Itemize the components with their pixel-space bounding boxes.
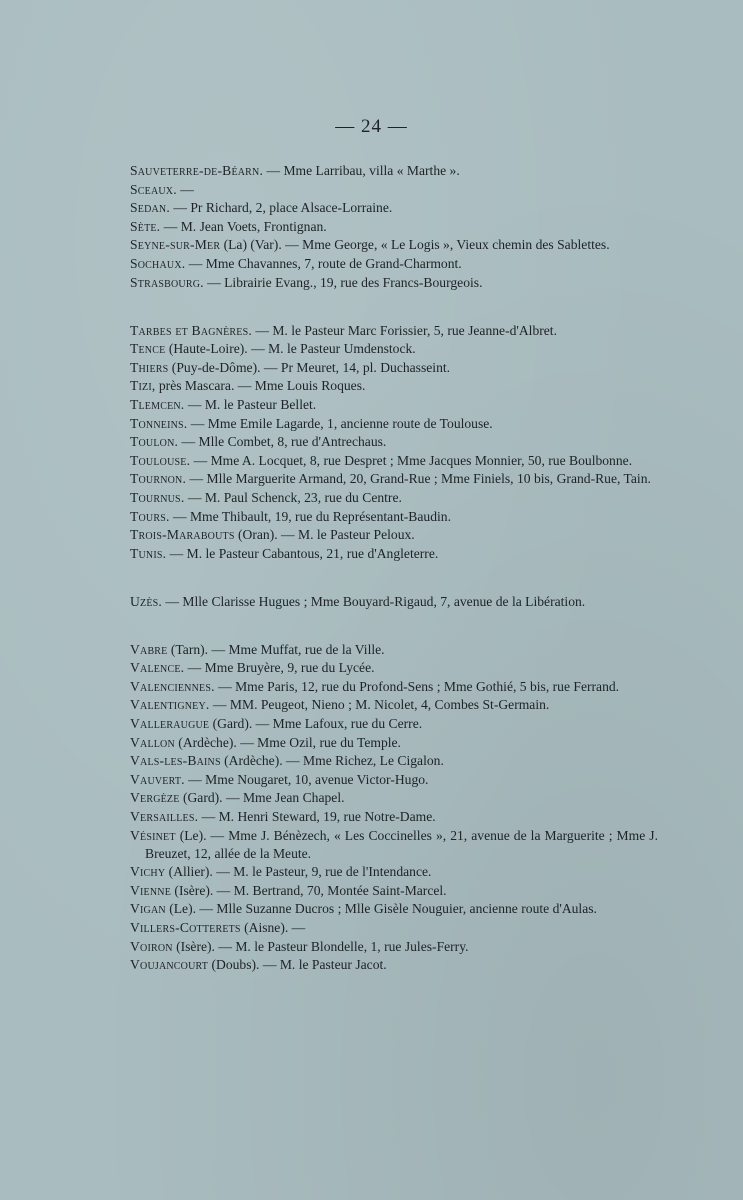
entry-details: (Gard). — Mme Jean Chapel. xyxy=(179,790,345,806)
entry-place: Valenciennes. xyxy=(130,678,215,694)
directory-entry xyxy=(130,659,658,677)
entry-details: — Mme Paris, 12, rue du Profond-Sens ; Mme Gothié, 5 bis, rue Ferrand. xyxy=(214,678,620,694)
entry-details: (Tarn). — Mme Muffat, rue de la Ville. xyxy=(167,641,385,657)
entry-place: Voiron xyxy=(130,938,173,954)
entry-place: Tournus. xyxy=(130,489,185,505)
directory-entry xyxy=(130,734,658,752)
entry-details: — MM. Peugeot, Nieno ; M. Nicolet, 4, Combes St-Germain. xyxy=(209,697,550,713)
entry-details: — M. Paul Schenck, 23, rue du Centre. xyxy=(184,489,402,505)
entry-details: — M. le Pasteur Cabantous, 21, rue d'Angleterre. xyxy=(166,545,439,561)
entry-details: (Isère). — M. le Pasteur Blondelle, 1, rue Jules-Ferry. xyxy=(172,938,469,954)
directory-entry xyxy=(130,415,658,433)
entry-details: — Mlle Marguerite Armand, 20, Grand-Rue ; Mme Finiels, 10 bis, Grand-Rue, Tain. xyxy=(186,471,651,487)
entry-place: Vauvert. xyxy=(130,771,185,787)
entry-place: Villers-Cotterets xyxy=(130,920,241,935)
entry-place: Tours. xyxy=(130,508,170,524)
entry-place: Sète. xyxy=(130,218,161,234)
directory-entry xyxy=(130,863,658,881)
directory-entry xyxy=(130,882,658,900)
directory-entry xyxy=(130,470,658,488)
entry-place: Tizi, xyxy=(130,378,156,394)
entry-place: Vergèze xyxy=(130,790,180,806)
entry-place: Tonneins. xyxy=(130,415,188,431)
entry-details: (Allier). — M. le Pasteur, 9, rue de l'Intendance. xyxy=(165,864,432,880)
entry-place: Sochaux. xyxy=(130,255,186,271)
entry-place: Vals-les-Bains xyxy=(130,753,221,769)
entry-place: Vallon xyxy=(130,734,175,750)
directory-entry xyxy=(130,545,658,563)
directory-entry xyxy=(130,956,658,974)
entry-details: (Haute-Loire). — M. le Pasteur Umdenstock. xyxy=(165,341,416,357)
entry-details: — M. Jean Voets, Frontignan. xyxy=(160,218,327,234)
entry-details: (Le). — Mme J. Bénèzech, « Les Coccinelles », 21, avenue de la Marguerite ; Mme J. Breuzet, 12, allée de la Meute. xyxy=(145,827,658,861)
directory-entry xyxy=(130,340,658,358)
entry-details: près Mascara. — Mme Louis Roques. xyxy=(155,378,366,394)
directory-entry xyxy=(130,593,658,611)
directory-entry xyxy=(130,452,658,470)
directory-entry xyxy=(130,696,658,714)
directory-entry xyxy=(130,218,658,236)
entry-details: — M. Henri Steward, 19, rue Notre-Dame. xyxy=(198,809,436,825)
entry-place: Toulouse. xyxy=(130,452,191,468)
directory-entry xyxy=(130,752,658,770)
directory-entry xyxy=(130,641,658,659)
entry-details: (Ardèche). — Mme Richez, Le Cigalon. xyxy=(220,753,444,769)
entry-details: — xyxy=(176,181,194,197)
entry-details: (Puy-de-Dôme). — Pr Meuret, 14, pl. Duchasseint. xyxy=(168,359,451,375)
entry-place: Uzès. xyxy=(130,593,162,609)
entry-details: (Doubs). — M. le Pasteur Jacot. xyxy=(208,957,387,973)
directory-entry xyxy=(130,678,658,696)
entry-details: — Mme Larribau, villa « Marthe ». xyxy=(263,163,460,178)
entry-place: Sauveterre-de-Béarn. xyxy=(130,163,264,178)
entry-place: Tarbes et Bagnères. xyxy=(130,322,252,338)
directory-entry xyxy=(130,919,658,937)
entry-place: Vichy xyxy=(130,864,166,880)
entry-place: Vigan xyxy=(130,901,166,917)
entry-details: — Mme A. Locquet, 8, rue Despret ; Mme Jacques Monnier, 50, rue Boulbonne. xyxy=(190,452,633,468)
directory-entry xyxy=(130,181,658,199)
entry-place: Valleraugue xyxy=(130,716,210,732)
entry-place: Versailles. xyxy=(130,809,199,825)
entry-details: (Le). — Mlle Suzanne Ducros ; Mlle Gisèle Nouguier, ancienne route d'Aulas. xyxy=(165,901,597,917)
entry-place: Vabre xyxy=(130,641,168,657)
entry-details: (La) (Var). — Mme George, « Le Logis », Vieux chemin des Sablettes. xyxy=(220,237,610,253)
directory-entry xyxy=(130,715,658,733)
directory-entry xyxy=(130,489,658,507)
entry-details: — Mme Emile Lagarde, 1, ancienne route de Toulouse. xyxy=(187,415,493,431)
entry-details: (Isère). — M. Bertrand, 70, Montée Saint-Marcel. xyxy=(171,882,447,898)
directory-entry xyxy=(130,162,658,180)
entry-place: Tournon. xyxy=(130,471,187,487)
entry-place: Tence xyxy=(130,341,166,357)
entry-place: Voujancourt xyxy=(130,957,209,973)
entry-place: Thiers xyxy=(130,359,169,375)
entry-place: Tunis. xyxy=(130,545,167,561)
entry-details: — Mlle Clarisse Hugues ; Mme Bouyard-Rigaud, 7, avenue de la Libération. xyxy=(162,593,586,609)
entry-details: — Mme Thibault, 19, rue du Représentant-Baudin. xyxy=(169,508,451,524)
page-number: — 24 — xyxy=(335,116,408,137)
directory-entry xyxy=(130,526,658,544)
entry-place: Valentigney. xyxy=(130,697,210,713)
directory-entry xyxy=(130,396,658,414)
directory-entry xyxy=(130,274,658,292)
entry-details: — Mlle Combet, 8, rue d'Antrechaus. xyxy=(178,434,387,450)
directory-entry xyxy=(130,377,658,395)
entry-details: — Mme Nougaret, 10, avenue Victor-Hugo. xyxy=(184,771,429,787)
entry-details: (Gard). — Mme Lafoux, rue du Cerre. xyxy=(209,716,423,732)
entry-details: — Pr Richard, 2, place Alsace-Lorraine. xyxy=(169,200,393,216)
entry-place: Sedan. xyxy=(130,200,170,216)
entry-place: Valence. xyxy=(130,660,185,676)
entry-place: Seyne-sur-Mer xyxy=(130,237,221,253)
entry-details: — Librairie Evang., 19, rue des Francs-Bourgeois. xyxy=(203,274,483,290)
entry-place: Tlemcen. xyxy=(130,396,185,412)
directory-entry xyxy=(130,900,658,918)
directory-entry xyxy=(130,771,658,789)
entry-details: — Mme Chavannes, 7, route de Grand-Charmont. xyxy=(185,255,462,271)
entry-place: Vésinet xyxy=(130,827,176,843)
entry-place: Toulon. xyxy=(130,434,179,450)
entry-details: (Ardèche). — Mme Ozil, rue du Temple. xyxy=(174,734,401,750)
entry-details: — M. le Pasteur Bellet. xyxy=(184,396,317,412)
directory-entry xyxy=(130,808,658,826)
entry-place: Strasbourg. xyxy=(130,274,204,290)
entry-place: Vienne xyxy=(130,882,172,898)
directory-entry xyxy=(130,199,658,217)
entry-place: Sceaux. xyxy=(130,181,177,197)
entry-details: — M. le Pasteur Marc Forissier, 5, rue Jeanne-d'Albret. xyxy=(251,322,557,338)
entry-details: (Oran). — M. le Pasteur Peloux. xyxy=(234,527,415,543)
entry-details: — Mme Bruyère, 9, rue du Lycée. xyxy=(184,660,375,676)
directory-entry xyxy=(130,827,658,863)
directory-entry xyxy=(130,789,658,807)
entry-details: (Aisne). — xyxy=(240,920,306,935)
directory-entry xyxy=(130,508,658,526)
directory-entry xyxy=(130,236,658,254)
directory-entry xyxy=(130,255,658,273)
directory-entry xyxy=(130,938,658,956)
entry-place: Trois-Marabouts xyxy=(130,527,235,543)
directory-entry xyxy=(130,322,658,340)
directory-list xyxy=(130,162,658,975)
directory-entry xyxy=(130,433,658,451)
directory-entry xyxy=(130,359,658,377)
